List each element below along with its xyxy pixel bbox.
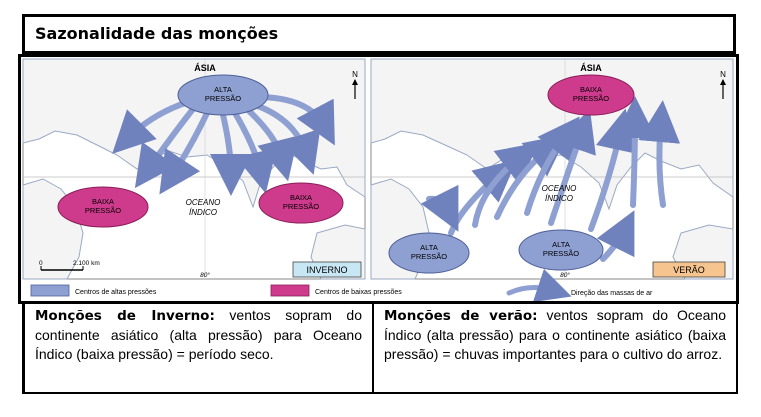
winter-scale-start: 0 [39, 260, 43, 267]
summer-low-label-1: BAIXA [579, 85, 603, 94]
summer-heading: Monções de verão: [384, 308, 538, 324]
legend-high-swatch [31, 285, 69, 296]
winter-heading: Monções de Inverno: [35, 308, 215, 324]
summer-meridian-label: 80° [560, 272, 570, 279]
winter-ocean-label-2: ÍNDICO [189, 208, 217, 217]
summer-map [371, 59, 733, 279]
page-title: Sazonalidade das monções [35, 24, 279, 43]
winter-low-left-1: BAIXA [91, 197, 115, 206]
maps-panel [18, 54, 739, 304]
winter-body: ventos sopram do continente asiático (alta pressão) para Oceano Índico (baixa pressão) = período seco. [35, 307, 362, 362]
winter-low-right-2: PRESSÃO [282, 202, 320, 211]
summer-monsoon-text [372, 302, 738, 394]
legend-low-swatch [271, 285, 309, 296]
summer-high-right-1: ALTA [552, 240, 570, 249]
winter-low-right-1: BAIXA [289, 193, 313, 202]
summer-season-label: VERÃO [673, 265, 705, 275]
winter-scale-end: 2.100 km [73, 260, 100, 267]
winter-ocean-label-1: OCEANO [185, 198, 221, 207]
summer-body: ventos sopram do Oceano Índico (alta pressão) para o continente asiático (baixa pressão) = chuvas importantes para o cultivo do arroz. [384, 307, 726, 362]
winter-meridian-label: 80° [200, 272, 210, 279]
summer-ocean-label-2: ÍNDICO [545, 194, 573, 203]
summer-high-left-2: PRESSÃO [410, 252, 448, 261]
winter-season-label: INVERNO [306, 265, 348, 275]
svg-text:N: N [352, 70, 358, 79]
svg-text:N: N [720, 70, 726, 79]
winter-monsoon-text [22, 302, 374, 394]
winter-low-left-2: PRESSÃO [84, 206, 122, 215]
summer-low-label-2: PRESSÃO [572, 94, 610, 103]
monsoon-maps [21, 57, 736, 301]
title-box [22, 14, 736, 54]
summer-high-right-2: PRESSÃO [542, 249, 580, 258]
legend-wind-label: Direção das massas de ar [571, 290, 653, 297]
winter-high-label-1: ALTA [214, 85, 232, 94]
legend [21, 281, 736, 301]
winter-asia-label: ÁSIA [194, 63, 216, 73]
summer-asia-label: ÁSIA [580, 63, 602, 73]
summer-high-left-1: ALTA [420, 243, 438, 252]
winter-map [23, 59, 365, 279]
legend-high-label: Centros de altas pressões [75, 289, 157, 296]
summer-arrow [633, 117, 635, 205]
summer-ocean-label-1: OCEANO [541, 184, 577, 193]
winter-high-label-2: PRESSÃO [204, 94, 242, 103]
legend-low-label: Centros de baixas pressões [315, 289, 402, 296]
